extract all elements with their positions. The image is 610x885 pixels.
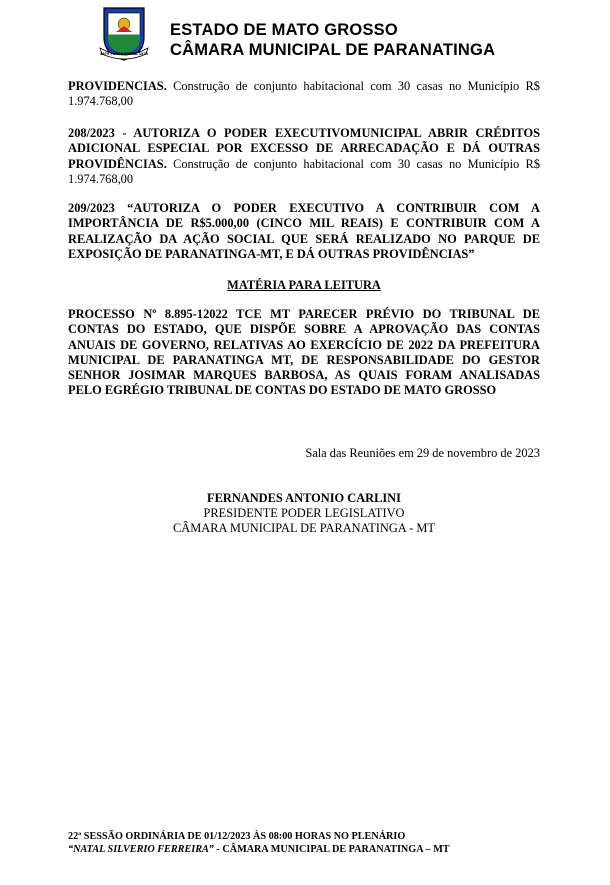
item-209-2023 (68, 201, 540, 262)
footer-line-2 (68, 843, 548, 856)
state-name: ESTADO DE MATO GROSSO (170, 21, 398, 39)
signer-name: FERNANDES ANTONIO CARLINI (207, 491, 401, 505)
footer-venue: “NATAL SILVERIO FERREIRA” - (68, 844, 220, 855)
session-footer (68, 830, 548, 856)
municipal-crest-icon (98, 4, 150, 62)
signer-role: PRESIDENTE PODER LEGISLATIVO (203, 506, 405, 520)
item-208-2023 (68, 126, 540, 187)
signature-block (68, 491, 540, 536)
item-detail: Construção de conjunto habitacional com 30 casas no Município R$ 1.974.768,00 (68, 79, 540, 109)
document-header (98, 4, 558, 66)
place-date: Sala das Reuniões em 29 de novembro de 2023 (305, 446, 540, 460)
item-lead: 208/2023 - AUTORIZA O PODER EXECUTIVOMUNICIPAL ABRIR CRÉDITOS ADICIONAL ESPECIAL POR EXCESSO DE ARRECADAÇÃO E DÁ OUTRAS PROVIDÊNCIAS. (68, 126, 540, 171)
crest-banner-text: 1979 PARANATINGA 1979 (99, 52, 149, 56)
section-title: MATÉRIA PARA LEITURA (227, 278, 381, 292)
item-lead: 209/2023 “AUTORIZA O PODER EXECUTIVO A CONTRIBUIR COM A IMPORTÂNCIA DE R$5.000,00 (CINCO MIL REAIS) E CONTRIBUIR COM A REALIZAÇÃO DA AÇÃO SOCIAL QUE SERÁ REALIZADO NO PARQUE DE EXPOSIÇÃO DE PARANATINGA-MT, E DÁ OUTRAS PROVIDÊNCIAS” (68, 201, 540, 261)
signer-institution: CÂMARA MUNICIPAL DE PARANATINGA - MT (173, 521, 435, 535)
item-lead: PROVIDENCIAS. (68, 79, 167, 93)
footer-line-2-rest: CÂMARA MUNICIPAL DE PARANATINGA – MT (219, 844, 450, 855)
header-title (170, 20, 495, 60)
process-text: PROCESSO Nº 8.895-12022 TCE MT PARECER PRÉVIO DO TRIBUNAL DE CONTAS DO ESTADO, QUE DISPÕE SOBRE A APROVAÇÃO DAS CONTAS ANUAIS DE GOVERNO, RELATIVAS AO EXERCÍCIO DE 2022 DA PREFEITURA MUNICIPAL DE PARANATINGA MT, DE RESPONSABILIDADE DO GESTOR SENHOR JOSIMAR MARQUES BARBOSA, AS QUAIS FORAM ANALISADAS PELO EGRÉGIO TRIBUNAL DE CONTAS DO ESTADO DE MATO GROSSO (68, 307, 540, 398)
item-providencias (68, 79, 540, 110)
chamber-name: CÂMARA MUNICIPAL DE PARANATINGA (170, 41, 496, 59)
footer-line-1: 22ª SESSÃO ORDINÁRIA DE 01/12/2023 ÀS 08:00 HORAS NO PLENÁRIO (68, 831, 406, 842)
item-detail: Construção de conjunto habitacional com 30 casas no Município R$ 1.974.768,00 (68, 156, 540, 186)
